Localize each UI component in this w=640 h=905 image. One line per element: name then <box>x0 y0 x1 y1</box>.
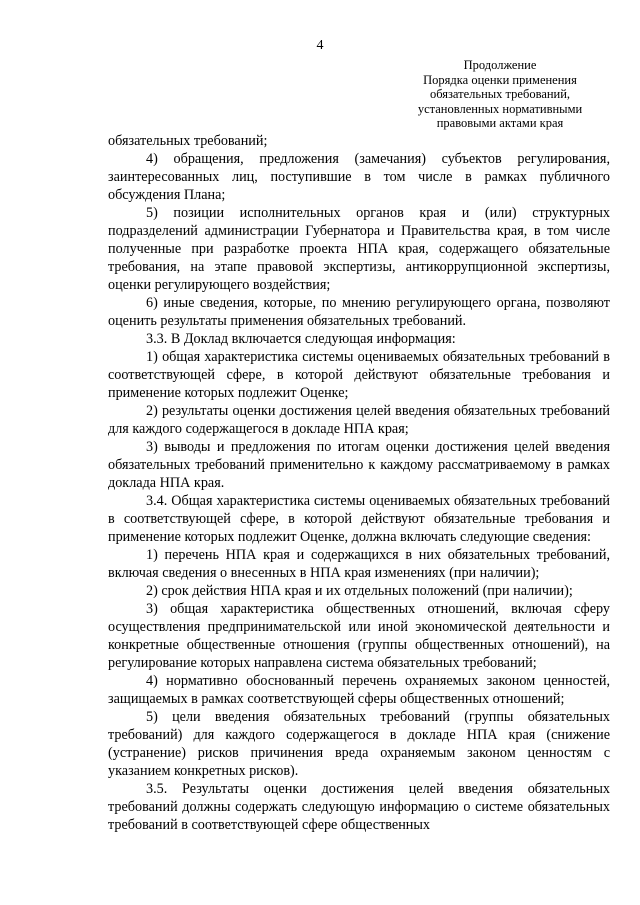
paragraph: 1) общая характеристика системы оцениваемых обязательных требований в соответствующей сфере, в которой действуют обязательные требования и применение которых подлежит Оценке; <box>108 349 610 401</box>
paragraph: 3.3. В Доклад включается следующая информация: <box>146 331 456 347</box>
header-note <box>400 58 600 131</box>
header-note-line: правовыми актами края <box>436 116 564 131</box>
paragraph: 3) общая характеристика общественных отношений, включая сферу осуществления предпринимательской или иной экономической деятельности и конкретные общественные отношения (группы общественных отношений), на регулирование которых направлена система обязательных требований; <box>108 601 610 671</box>
header-note-line: обязательных требований, <box>429 87 571 102</box>
paragraph: 4) нормативно обоснованный перечень охраняемых законом ценностей, защищаемых в рамках соответствующей сферы общественных отношений; <box>108 673 610 707</box>
paragraph: обязательных требований; <box>108 133 268 149</box>
paragraph: 3) выводы и предложения по итогам оценки достижения целей введения обязательных требований применительно к каждому рассматриваемому в рамках доклада НПА края. <box>108 439 610 491</box>
paragraph: 3.4. Общая характеристика системы оцениваемых обязательных требований в соответствующей сфере, в которой действуют обязательные требования и применение которых подлежит Оценке, должна включать следующие сведения: <box>108 493 610 545</box>
header-note-line: Продолжение <box>463 58 537 72</box>
paragraph: 3.5. Результаты оценки достижения целей введения обязательных требований должны содержать следующую информацию о системе обязательных требований в соответствующей сфере общественных <box>108 781 610 833</box>
paragraph: 4) обращения, предложения (замечания) субъектов регулирования, заинтересованных лиц, поступившие в том числе в рамках публичного обсуждения Плана; <box>108 151 610 203</box>
page-number: 4 <box>316 38 324 53</box>
paragraph: 6) иные сведения, которые, по мнению регулирующего органа, позволяют оценить результаты применения обязательных требований. <box>108 295 610 329</box>
paragraph: 2) результаты оценки достижения целей введения обязательных требований для каждого содержащегося в докладе НПА края; <box>108 403 610 437</box>
paragraph: 5) цели введения обязательных требований (группы обязательных требований) для каждого содержащегося в докладе НПА края (снижение (устранение) рисков причинения вреда охраняемым законом ценностям с указанием конкретных рисков). <box>108 709 610 779</box>
paragraph: 1) перечень НПА края и содержащихся в них обязательных требований, включая сведения о внесенных в НПА края изменениях (при наличии); <box>108 547 610 581</box>
paragraph: 5) позиции исполнительных органов края и (или) структурных подразделений администрации Губернатора и Правительства края, в том числе полученные при разработке проекта НПА края, содержащего обязательные требования, на этапе правовой экспертизы, антикоррупционной экспертизы, оценки регулирующего воздействия; <box>108 205 610 293</box>
paragraph: 2) срок действия НПА края и их отдельных положений (при наличии); <box>146 583 573 599</box>
header-note-line: Порядка оценки применения <box>423 72 577 87</box>
document-body <box>108 132 610 834</box>
header-note-line: установленных нормативными <box>417 101 583 116</box>
